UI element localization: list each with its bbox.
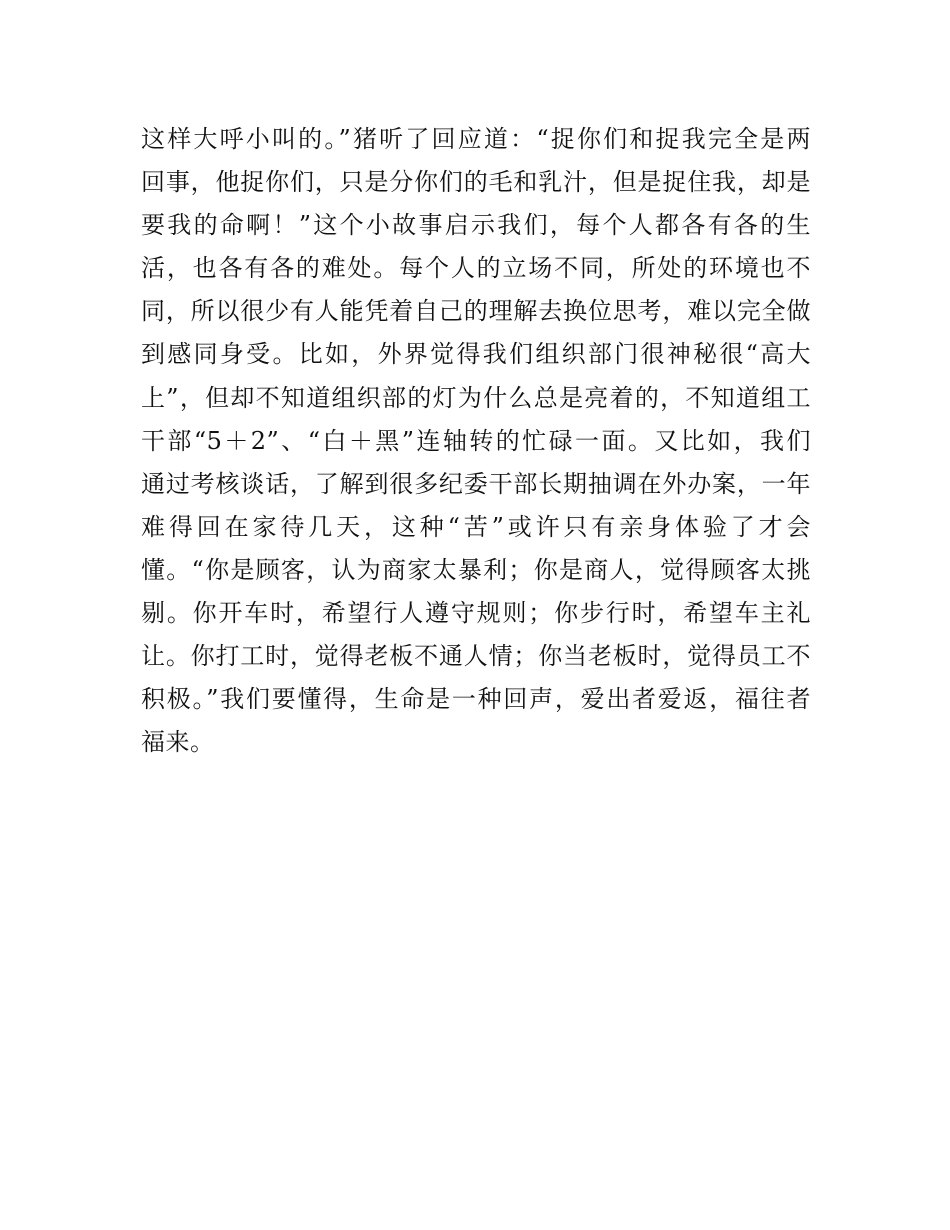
document-body: [141, 118, 811, 764]
text-line-1: 这样大呼小叫的。”猪听了回应道：“捉你们和捉我完全是两: [141, 125, 811, 153]
text-line-4: 活，也各有各的难处。每个人的立场不同，所处的环境也不: [141, 254, 811, 283]
text-line-15: 福来。: [141, 728, 215, 757]
text-line-6: 到感同身受。比如，外界觉得我们组织部门很神秘很“高大: [141, 340, 811, 369]
text-line-2: 回事，他捉你们，只是分你们的毛和乳汁，但是捉住我，却是: [141, 168, 811, 197]
text-line-3: 要我的命啊！”这个小故事启示我们，每个人都各有各的生: [141, 211, 811, 240]
text-line-11: 懂。“你是顾客，认为商家太暴利；你是商人，觉得顾客太挑: [141, 555, 811, 584]
text-line-5: 同，所以很少有人能凭着自己的理解去换位思考，难以完全做: [141, 297, 811, 326]
text-line-13: 让。你打工时，觉得老板不通人情；你当老板时，觉得员工不: [141, 642, 811, 671]
text-line-8: 干部“5＋2”、“白＋黑”连轴转的忙碌一面。又比如，我们: [141, 426, 811, 455]
text-line-12: 剔。你开车时，希望行人遵守规则；你步行时，希望车主礼: [141, 599, 811, 628]
text-line-7: 上”，但却不知道组织部的灯为什么总是亮着的，不知道组工: [141, 383, 811, 412]
text-line-9: 通过考核谈话，了解到很多纪委干部长期抽调在外办案，一年: [141, 469, 811, 498]
text-line-10: 难得回在家待几天，这种“苦”或许只有亲身体验了才会: [141, 512, 811, 541]
text-line-14: 积极。”我们要懂得，生命是一种回声，爱出者爱返，福往者: [141, 685, 811, 714]
